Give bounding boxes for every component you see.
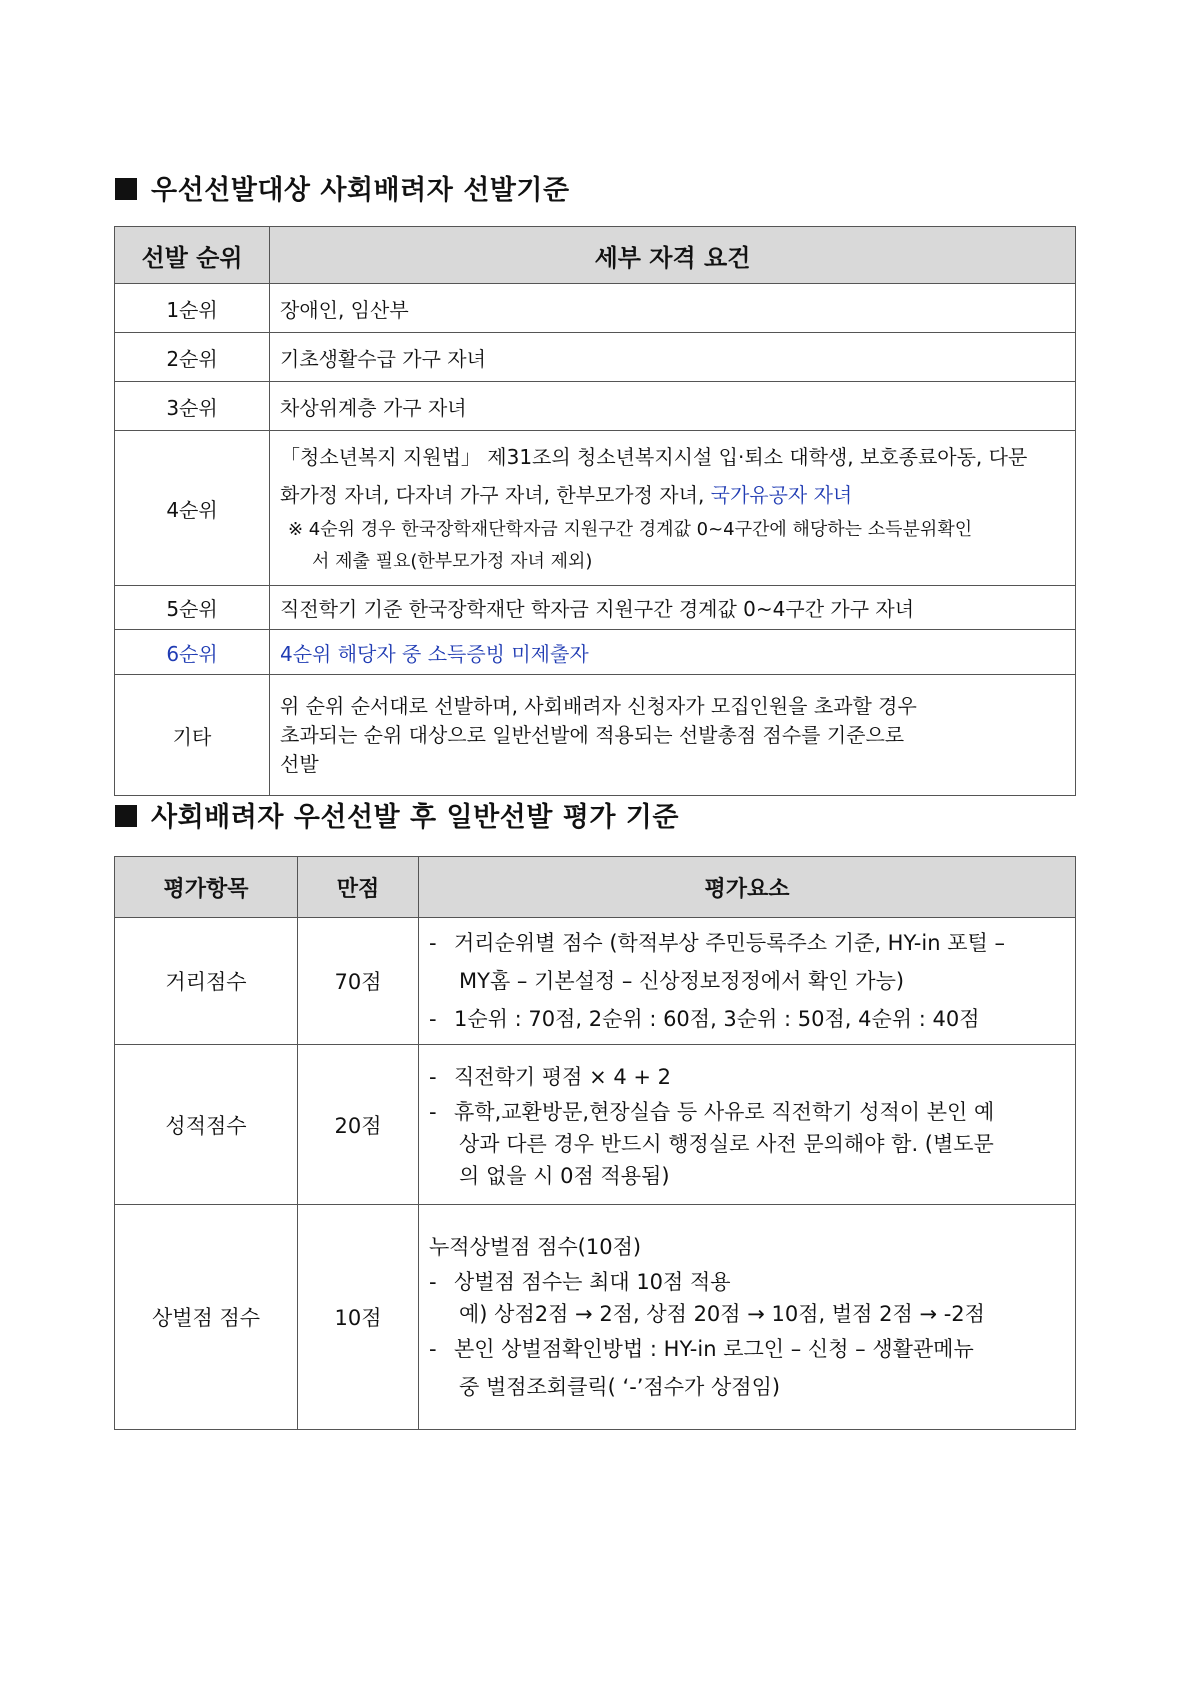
bullet-dash: -: [429, 1270, 437, 1294]
bullet-text: 거리순위별 점수 (학적부상 주민등록주소 기준, HY-in 포털 –: [454, 931, 1005, 955]
note-line: ※ 4순위 경우 한국장학재단학자금 지원구간 경계값 0~4구간에 해당하는 소득분위확인: [288, 519, 973, 540]
elements-cell: [419, 1205, 1076, 1430]
section-title-evaluation: [115, 795, 679, 834]
bullet-text: 직전학기 평점 × 4 + 2: [454, 1064, 672, 1089]
bullet-continuation: 예) 상점2점 → 2점, 상점 20점 → 10점, 벌점 2점 → -2점: [459, 1302, 985, 1326]
item-cell: 상벌점 점수: [115, 1205, 298, 1430]
table-row: [115, 382, 1076, 431]
rank-cell: 기타: [115, 675, 270, 796]
score-cell: 10점: [298, 1205, 419, 1430]
table-row: [115, 1045, 1076, 1205]
note-line: 서 제출 필요(한부모가정 자녀 제외): [312, 551, 593, 572]
bullet-continuation: 상과 다른 경우 반드시 행정실로 사전 문의해야 함. (별도문: [459, 1131, 994, 1156]
bullet-item: [429, 1000, 1065, 1038]
rank-cell: 2순위: [115, 333, 270, 382]
requirement-cell: [270, 675, 1076, 796]
table-header-row: [115, 227, 1076, 284]
header-item: 평가항목: [115, 857, 298, 918]
square-bullet-icon: [115, 178, 137, 200]
rank-cell: 3순위: [115, 382, 270, 431]
bullet-continuation: 중 벌점조회클릭( ‘-’점수가 상점임): [459, 1375, 781, 1399]
requirement-line: 선발: [280, 751, 319, 776]
bullet-continuation: MY홈 – 기본설정 – 신상정보정정에서 확인 가능): [459, 969, 905, 993]
table-row: [115, 675, 1076, 796]
bullet-text: 본인 상벌점확인방법 : HY-in 로그인 – 신청 – 생활관메뉴: [454, 1337, 974, 1361]
requirement-cell: 4순위 해당자 중 소득증빙 미제출자: [270, 630, 1076, 675]
requirement-cell: 기초생활수급 가구 자녀: [270, 333, 1076, 382]
item-cell: 성적점수: [115, 1045, 298, 1205]
bullet-item: [429, 924, 1065, 962]
rank-cell: 5순위: [115, 586, 270, 630]
requirement-cell: 장애인, 임산부: [270, 284, 1076, 333]
requirement-cell: 차상위계층 가구 자녀: [270, 382, 1076, 431]
bullet-dash: -: [429, 1007, 437, 1031]
bullet-text: 휴학,교환방문,현장실습 등 사유로 직전학기 성적이 본인 예: [454, 1099, 995, 1124]
header-elements: 평가요소: [419, 857, 1076, 918]
section-title-text: 우선선발대상 사회배려자 선발기준: [151, 175, 570, 206]
highlighted-text: 국가유공자 자녀: [710, 483, 853, 507]
table-row: [115, 586, 1076, 630]
table-row: [115, 431, 1076, 586]
table-row: [115, 918, 1076, 1045]
header-rank: 선발 순위: [115, 227, 270, 284]
section-title-priority: [115, 168, 570, 207]
bullet-dash: -: [429, 931, 437, 955]
section-title-text: 사회배려자 우선선발 후 일반선발 평가 기준: [151, 802, 679, 833]
table-row: [115, 284, 1076, 333]
elements-heading: 누적상벌점 점수(10점): [429, 1235, 642, 1259]
requirement-line: [280, 476, 1065, 514]
bullet-text: 1순위 : 70점, 2순위 : 60점, 3순위 : 50점, 4순위 : 40점: [454, 1007, 980, 1031]
score-cell: 20점: [298, 1045, 419, 1205]
table-header-row: [115, 857, 1076, 918]
bullet-continuation: 의 없을 시 0점 적용됨): [459, 1163, 670, 1188]
requirement-line: 초과되는 순위 대상으로 일반선발에 적용되는 선발총점 점수를 기준으로: [280, 722, 905, 747]
bullet-item: [429, 1096, 1065, 1128]
note-text: [280, 514, 1065, 578]
bullet-dash: -: [429, 1064, 437, 1089]
elements-cell: [419, 918, 1076, 1045]
bullet-item: [429, 1266, 1065, 1298]
requirement-line: 위 순위 순서대로 선발하며, 사회배려자 신청자가 모집인원을 초과할 경우: [280, 693, 917, 718]
bullet-text: 상벌점 점수는 최대 10점 적용: [454, 1270, 731, 1294]
bullet-item: [429, 1058, 1065, 1096]
requirement-text: 화가정 자녀, 다자녀 가구 자녀, 한부모가정 자녀,: [280, 483, 711, 507]
requirement-cell: [270, 431, 1076, 586]
evaluation-criteria-table: [114, 856, 1076, 1430]
rank-cell: 6순위: [115, 630, 270, 675]
header-requirements: 세부 자격 요건: [270, 227, 1076, 284]
square-bullet-icon: [115, 805, 137, 827]
priority-criteria-table: [114, 226, 1076, 796]
table-row: [115, 1205, 1076, 1430]
bullet-dash: -: [429, 1337, 437, 1361]
table-row: [115, 333, 1076, 382]
rank-cell: 1순위: [115, 284, 270, 333]
requirement-line: 「청소년복지 지원법」 제31조의 청소년복지시설 입·퇴소 대학생, 보호종료아동, 다문: [280, 445, 1028, 469]
elements-cell: [419, 1045, 1076, 1205]
table-row: [115, 630, 1076, 675]
item-cell: 거리점수: [115, 918, 298, 1045]
bullet-dash: -: [429, 1099, 437, 1124]
header-max-score: 만점: [298, 857, 419, 918]
score-cell: 70점: [298, 918, 419, 1045]
bullet-item: [429, 1330, 1065, 1368]
rank-cell: 4순위: [115, 431, 270, 586]
requirement-cell: 직전학기 기준 한국장학재단 학자금 지원구간 경계값 0~4구간 가구 자녀: [270, 586, 1076, 630]
